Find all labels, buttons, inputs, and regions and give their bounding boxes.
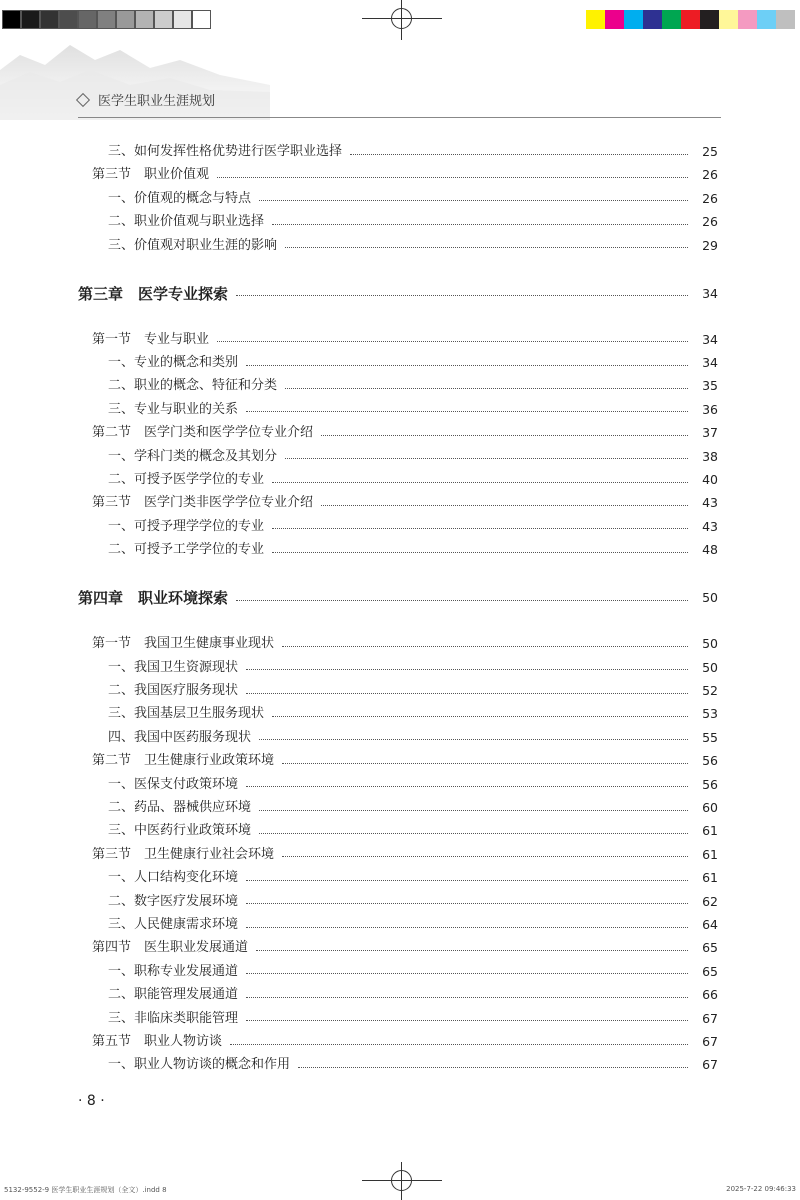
toc-entry-label: 一、职业人物访谈的概念和作用: [108, 1057, 291, 1073]
dot-leader: [246, 880, 688, 881]
toc-entry-page: 38: [702, 448, 718, 464]
dot-leader: [298, 1067, 688, 1068]
toc-entry-page: 40: [702, 472, 718, 487]
toc-entry-label: 三、人民健康需求环境: [108, 917, 239, 932]
color-swatch: [757, 10, 776, 29]
toc-item-row: [78, 916, 718, 934]
toc-entry-label: 第二节 医学门类和医学学位专业介绍: [92, 425, 314, 441]
toc-entry-label: 二、数字医疗发展环境: [108, 893, 239, 909]
dot-leader: [272, 224, 688, 225]
toc-entry-page: 64: [702, 917, 718, 932]
dot-leader: [259, 200, 688, 201]
toc-entry-label: 一、学科门类的概念及其划分: [108, 448, 278, 464]
toc-entry-page: 60: [702, 800, 718, 815]
dot-leader: [321, 435, 688, 436]
dot-leader: [282, 856, 688, 857]
toc-item-row: [78, 190, 718, 208]
toc-entry-label: 第三节 职业价值观: [92, 167, 210, 183]
running-header-title: 医学生职业生涯规划: [98, 94, 216, 109]
toc-entry-page: 61: [702, 870, 718, 886]
toc-item-row: [78, 963, 718, 981]
dot-leader: [217, 341, 688, 342]
toc-section-row: [78, 166, 718, 184]
toc-section-row: [78, 1033, 718, 1051]
toc-item-row: [78, 143, 718, 161]
toc-entry-label: 二、职业的概念、特征和分类: [108, 378, 278, 394]
dot-leader: [272, 482, 688, 483]
dot-leader: [272, 552, 688, 553]
toc-entry-label: 一、可授予理学学位的专业: [108, 518, 265, 534]
toc-entry-label: 一、人口结构变化环境: [108, 870, 239, 886]
toc-chapter-row: [78, 285, 718, 303]
toc-entry-page: 43: [702, 495, 718, 511]
toc-entry-page: 52: [702, 683, 718, 698]
gray-swatch: [135, 10, 154, 29]
toc-entry-page: 65: [702, 940, 718, 956]
dot-leader: [321, 505, 688, 506]
toc-item-row: [78, 518, 718, 536]
toc-entry-label: 二、可授予工学学位的专业: [108, 542, 265, 558]
toc-entry-label: 第一节 我国卫生健康事业现状: [92, 636, 275, 652]
toc-entry-label: 第二节 卫生健康行业政策环境: [92, 753, 275, 769]
dot-leader: [246, 411, 688, 412]
toc-entry-label: 三、我国基层卫生服务现状: [108, 706, 265, 722]
toc-entry-page: 25: [702, 144, 718, 159]
toc-entry-label: 二、我国医疗服务现状: [108, 683, 239, 698]
toc-entry-label: 第五节 职业人物访谈: [92, 1034, 223, 1049]
toc-entry-page: 35: [702, 378, 718, 394]
toc-item-row: [78, 541, 718, 559]
dot-leader: [285, 388, 688, 389]
toc-entry-label: 一、医保支付政策环境: [108, 776, 239, 792]
toc-item-row: [78, 354, 718, 372]
dot-leader: [285, 458, 688, 459]
toc-item-row: [78, 213, 718, 231]
toc-entry-label: 三、中医药行业政策环境: [108, 823, 252, 839]
page-number: · 8 ·: [78, 1093, 105, 1109]
toc-item-row: [78, 401, 718, 419]
toc-entry-label: 第三节 医学门类非医学学位专业介绍: [92, 495, 314, 511]
toc-item-row: [78, 822, 718, 840]
toc-entry-label: 二、药品、器械供应环境: [108, 800, 252, 815]
color-swatch: [605, 10, 624, 29]
toc-item-row: [78, 237, 718, 255]
toc-entry-label: 四、我国中医药服务现状: [108, 729, 252, 745]
gray-swatch: [40, 10, 59, 29]
footer-file-info: 5132-9552-9 医学生职业生涯规划（全文）.indd 8: [4, 1186, 167, 1194]
bottom-registration-mark-icon: [362, 1162, 442, 1200]
toc-entry-page: 56: [702, 753, 718, 769]
toc-section-row: [78, 939, 718, 957]
gray-swatch: [173, 10, 192, 29]
toc-item-row: [78, 776, 718, 794]
dot-leader: [246, 786, 688, 787]
dot-leader: [259, 739, 688, 740]
toc-item-row: [78, 1056, 718, 1074]
toc-item-row: [78, 682, 718, 700]
gray-swatch: [2, 10, 21, 29]
toc-entry-page: 50: [702, 659, 718, 675]
dot-leader: [217, 177, 688, 178]
toc-item-row: [78, 729, 718, 747]
toc-entry-label: 第四章 职业环境探索: [78, 589, 229, 608]
dot-leader: [282, 763, 688, 764]
toc-entry-label: 二、职业价值观与职业选择: [108, 214, 265, 230]
toc-entry-page: 67: [702, 1010, 718, 1026]
dot-leader: [246, 365, 688, 366]
color-calibration-bar: [586, 10, 795, 29]
toc-section-row: [78, 752, 718, 770]
dot-leader: [246, 669, 688, 670]
gray-swatch: [154, 10, 173, 29]
toc-entry-page: 26: [702, 190, 718, 206]
color-swatch: [719, 10, 738, 29]
toc-entry-page: 48: [702, 542, 718, 558]
toc-entry-page: 34: [702, 331, 718, 347]
dot-leader: [236, 600, 688, 601]
gray-swatch: [21, 10, 40, 29]
toc-entry-page: 34: [702, 285, 718, 301]
toc-entry-page: 61: [702, 823, 718, 839]
dot-leader: [246, 693, 688, 694]
toc-entry-page: 67: [702, 1057, 718, 1073]
dot-leader: [230, 1044, 688, 1045]
gray-swatch: [78, 10, 97, 29]
gray-swatch: [192, 10, 211, 29]
toc-entry-label: 第一节 专业与职业: [92, 331, 210, 347]
top-registration-mark-icon: [362, 0, 442, 40]
color-swatch: [700, 10, 719, 29]
toc-entry-page: 37: [702, 425, 718, 441]
dot-leader: [246, 973, 688, 974]
dot-leader: [246, 927, 688, 928]
toc-item-row: [78, 869, 718, 887]
toc-entry-page: 65: [702, 963, 718, 979]
toc-entry-page: 26: [702, 167, 718, 183]
toc-entry-page: 50: [702, 590, 718, 606]
toc-entry-page: 26: [702, 214, 718, 230]
dot-leader: [246, 1020, 688, 1021]
dot-leader: [350, 154, 688, 155]
dot-leader: [272, 528, 688, 529]
toc-section-row: [78, 846, 718, 864]
color-swatch: [681, 10, 700, 29]
toc-entry-page: 29: [702, 237, 718, 253]
toc-item-row: [78, 448, 718, 466]
grayscale-calibration-bar: [2, 10, 211, 29]
toc-entry-page: 55: [702, 729, 718, 745]
toc-item-row: [78, 705, 718, 723]
color-swatch: [776, 10, 795, 29]
toc-item-row: [78, 799, 718, 817]
dot-leader: [256, 950, 688, 951]
toc-item-row: [78, 986, 718, 1004]
dot-leader: [246, 997, 688, 998]
toc-entry-page: 62: [702, 893, 718, 909]
toc-entry-page: 61: [702, 846, 718, 862]
toc-entry-label: 三、非临床类职能管理: [108, 1010, 239, 1026]
toc-entry-label: 一、我国卫生资源现状: [108, 659, 239, 675]
toc-entry-page: 66: [702, 987, 718, 1003]
color-swatch: [586, 10, 605, 29]
dot-leader: [259, 833, 688, 834]
toc-entry-page: 67: [702, 1034, 718, 1049]
toc-entry-label: 一、专业的概念和类别: [108, 355, 239, 370]
gray-swatch: [116, 10, 135, 29]
toc-item-row: [78, 893, 718, 911]
toc-item-row: [78, 659, 718, 677]
color-swatch: [624, 10, 643, 29]
dot-leader: [285, 247, 688, 248]
header-rule: [78, 117, 721, 118]
toc-entry-label: 第三章 医学专业探索: [78, 284, 229, 303]
dot-leader: [282, 646, 688, 647]
toc-entry-label: 一、职称专业发展通道: [108, 963, 239, 979]
toc-entry-page: 50: [702, 636, 718, 652]
toc-item-row: [78, 377, 718, 395]
color-swatch: [643, 10, 662, 29]
toc-entry-label: 一、价值观的概念与特点: [108, 190, 252, 206]
toc-entry-label: 第四节 医生职业发展通道: [92, 940, 249, 956]
toc-entry-label: 二、可授予医学学位的专业: [108, 472, 265, 487]
toc-entry-page: 36: [702, 401, 718, 417]
dot-leader: [259, 810, 688, 811]
color-swatch: [662, 10, 681, 29]
gray-swatch: [97, 10, 116, 29]
toc-entry-page: 43: [702, 518, 718, 534]
toc-item-row: [78, 1010, 718, 1028]
toc-entry-label: 三、价值观对职业生涯的影响: [108, 237, 278, 253]
toc-entry-label: 二、职能管理发展通道: [108, 987, 239, 1003]
toc-entry-page: 56: [702, 776, 718, 792]
toc-section-row: [78, 494, 718, 512]
footer-timestamp: 2025-7-22 09:46:33: [726, 1185, 796, 1193]
toc-section-row: [78, 424, 718, 442]
dot-leader: [272, 716, 688, 717]
gray-swatch: [59, 10, 78, 29]
toc-entry-label: 第三节 卫生健康行业社会环境: [92, 846, 275, 862]
toc-item-row: [78, 471, 718, 489]
dot-leader: [236, 295, 688, 296]
toc-entry-page: 34: [702, 355, 718, 370]
toc-section-row: [78, 635, 718, 653]
toc-entry-label: 三、如何发挥性格优势进行医学职业选择: [108, 144, 343, 159]
toc-entry-page: 53: [702, 706, 718, 722]
dot-leader: [246, 903, 688, 904]
toc-section-row: [78, 331, 718, 349]
toc-entry-label: 三、专业与职业的关系: [108, 401, 239, 417]
color-swatch: [738, 10, 757, 29]
toc-chapter-row: [78, 589, 718, 607]
